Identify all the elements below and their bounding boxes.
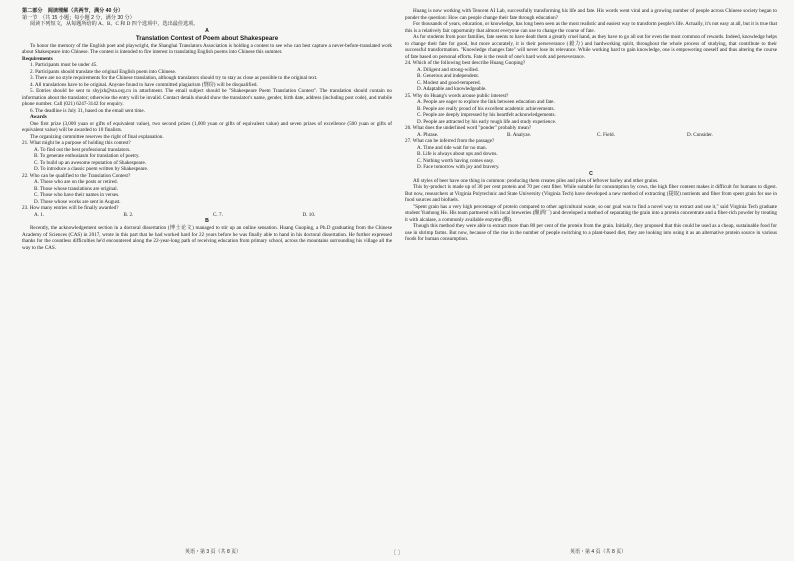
requirement-6: 6. The deadline is July 31, based on the email sent time. <box>30 107 145 114</box>
q24-option-d: D. Adaptable and knowledgeable. <box>417 86 487 92</box>
left-page-footer: 英语・第 3 页（共 8 页） <box>185 549 242 555</box>
gutter-mark: 〔 〕 <box>390 551 404 557</box>
q25-option-d: D. People are attracted by his early tough life and study experience. <box>417 118 557 125</box>
passage-b-paragraph-1: Recently, the acknowledgement section in a doctoral dissertation (博士论文) managed to stir up an online sensation. Huang Guoping, a Ph.D graduating from the Chinese Academy of Sciences (CAS) in 2017, wrote in this part that he had worked hard for 22 years before he was finally able to hand in his doctoral dissertation. He further expressed thanks for the countless difficulties he'd encountered along the 22-year-long path of receiving education from primary school, across the mountains surrounding his village all the way to the CAS. <box>22 225 392 251</box>
q25-option-b: B. People are really proud of his excellent academic achievements. <box>417 105 555 112</box>
right-page <box>405 8 777 243</box>
q23-option-a: A. 1. <box>34 211 45 218</box>
passage-b-letter: B <box>205 218 209 224</box>
q26-option-d: D. Consider. <box>687 131 713 138</box>
requirement-1: 1. Participants must be under 45. <box>30 62 98 68</box>
passage-a-intro: To honor the memory of the English poet and playwright, the Shanghai Translators Association is holding a contest to see who can best capture a never-before-translated work about Shakespeare into Chinese. The contest is intended to fire interest in translating English poems into Chinese this summer. <box>22 42 392 55</box>
requirements-heading: Requirements <box>22 55 53 62</box>
q23-option-d: D. 10. <box>302 211 316 218</box>
requirement-3: 3. There are no style requirements for the Chinese translation, although translators should try to stay as close as possible to the original text. <box>30 75 318 81</box>
q27-option-d: D. Face tomorrow with joy and bravery. <box>417 164 500 170</box>
passage-c-paragraph-4: Though this method they were able to extract more than 80 per cent of the protein from the grain. Initially, they proposed that this could be used as a cheap, sustainable food for use in shrimp farms. But now, because of the rise in the number of people switching to a plant-based diet, they are looking into using it as an alternative protein source in various foods for human consumption. <box>405 223 777 242</box>
question-23: 23. How many entries will be finally awarded? <box>22 205 119 211</box>
q21-option-b: B. To generate enthusiasm for translation of poetry. <box>34 153 140 159</box>
passage-a-title: Translation Contest of Poem about Shakespeare <box>135 34 279 42</box>
passage-b-paragraph-3: For thousands of years, education, or knowledge, has long been seen as the most realistic and easiest way to transform people's life. Actually, it's not easy at all, but it is true that this is a relatively fair opportunity that almost everyone can use to change the course of fate. <box>405 21 777 34</box>
passage-c-letter: C <box>589 170 593 177</box>
awards-text: One first prize (3,000 yuan or gifts of equivalent value), two second prizes (1,000 yuan or gifts of equivalent value) and seven prizes of excellence (500 yuan or gifts of equivalent value) will be awarded to 10 finalists. <box>22 120 392 133</box>
q26-option-b: B. Analyze. <box>507 131 532 138</box>
requirement-2: 2. Participants should translate the original English poem into Chinese. <box>30 68 177 75</box>
passage-a-letter: A <box>205 27 209 34</box>
requirement-5: 5. Entries should be sent to shyjxh@sta.org.cn in attachment. The email subject should be "Shakespeare Poem Translation Contest". The translation should contain no information about the translator; otherwise the entry will be invalid. Contact details should show the translator's name, gender, birth date, address (including post code), and mobile phone number. Call (021) 6247-3142 for enquiry. <box>22 88 392 107</box>
question-26: 26. What does the underlined word "ponder" probably mean? <box>405 125 532 131</box>
q25-option-c: C. People are deeply impressed by his heartfelt acknowledgements. <box>417 112 556 118</box>
q27-option-c: C. Nothing worth having comes easy. <box>417 157 495 164</box>
passage-b-paragraph-2: Huang is now working with Tencent AI Lab, successfully transforming his life and fate. His words went viral and a growing number of people across Chinese society began to ponder the question: How can people change their fate through education? <box>405 8 777 21</box>
q27-option-b: B. Life is always about ups and downs. <box>417 151 498 157</box>
question-21: 21. What might be a purpose of holding this contest? <box>22 140 131 146</box>
q21-option-c: C. To build up an awesome reputation of Shakespeare. <box>34 159 147 166</box>
awards-heading: Awards <box>30 114 47 120</box>
instruction: 阅读下列短文，从每题所给的 A、B、C 和 D 四个选项中，选出最佳选项。 <box>30 21 199 27</box>
q22-option-c: C. Those who have their names in verses. <box>34 192 120 198</box>
q21-option-d: D. To introduce a classic poem written by Shakespeare. <box>34 166 149 172</box>
passage-c-paragraph-2: This by-product is made up of 30 per cent protein and 70 per cent fiber. While suitable for consumption by cows, the high fiber content makes it difficult for humans to digest. But now, researchers at Virginia Polytechnic and State University (Virginia Tech) have developed a new method of extracting (提取) nutrients and fiber from spent grain for use in food sources and biofuels. <box>405 184 777 203</box>
question-24: 24. Which of the following best describe Huang Guoping? <box>405 60 526 66</box>
q21-option-a: A. To find out the best professional translators. <box>34 146 131 153</box>
passage-c-paragraph-1: All styles of beer have one thing in common: producing them creates piles and piles of leftover barley and other grains. <box>413 177 659 184</box>
requirement-4: 4. All translations have to be original. Anyone found to have committed plagiarism (剽窃) will be disqualified. <box>30 81 258 88</box>
q24-option-a: A. Diligent and strong-willed. <box>417 66 479 73</box>
q25-option-a: A. People are eager to explore the link between education and fate. <box>417 99 555 105</box>
q26-option-c: C. Field. <box>597 131 615 138</box>
q24-option-c: C. Modest and good-tempered. <box>417 79 481 86</box>
q23-option-b: B. 2. <box>123 211 134 218</box>
question-25: 25. Why do Huang's words arouse public interest? <box>405 92 509 99</box>
q22-option-d: D. Those whose works are sent in August. <box>34 198 121 205</box>
q26-option-a: A. Phrase. <box>417 131 439 138</box>
organizer-note: The organizing committee reserves the right of final explanation. <box>30 133 164 140</box>
part-header: 第二部分 阅读理解（共两节，满分 40 分） <box>22 8 124 14</box>
q22-option-a: A. Those who are on the posts or retired. <box>34 179 118 185</box>
section-header: 第一节 （共 15 小题；每小题 2 分，满分 30 分） <box>22 14 135 21</box>
left-page <box>22 8 392 251</box>
q22-option-b: B. Those whose translations are original. <box>34 185 118 192</box>
passage-b-paragraph-4: As for students from poor families, fate seems to have dealt them a greatly cruel hand, as they have to go all out for even the most common of rewards. Indeed, knowledge helps to change their fate for good, but more accurately, it is their perseverance (毅力) and hardworking spirit, throughout the whole process of studying, that contribute to their successful transformation. "Knowledge changes fate" will never lose its relevance. While working hard to gain knowledge, one is empowering oneself and thus altering the course of fate based on personal efforts. Fate is the result of one's hard work and perseverance. <box>405 34 777 60</box>
right-page-footer: 英语・第 4 页（共 8 页） <box>570 549 627 555</box>
passage-c-paragraph-3: "Spent grain has a very high percentage of protein compared to other agricultural waste, so our goal was to find a novel way to extract and use it," said Virginia Tech graduate student Yunhong He. His team partnered with local breweries (酿酒厂) and developed a method of separating the grain into a protein concentrate and a fiber-rich powder by treating it with alcalase, a commonly available enzyme (酶). <box>405 203 777 223</box>
question-27: 27. What can be inferred from the passage? <box>405 138 495 144</box>
q23-option-c: C. 7. <box>213 211 223 218</box>
question-22: 22. Who can be qualified to the Translation Contest? <box>22 172 131 179</box>
q27-option-a: A. Time and tide wait for no man. <box>417 144 487 151</box>
q24-option-b: B. Generous and independent. <box>417 73 480 79</box>
